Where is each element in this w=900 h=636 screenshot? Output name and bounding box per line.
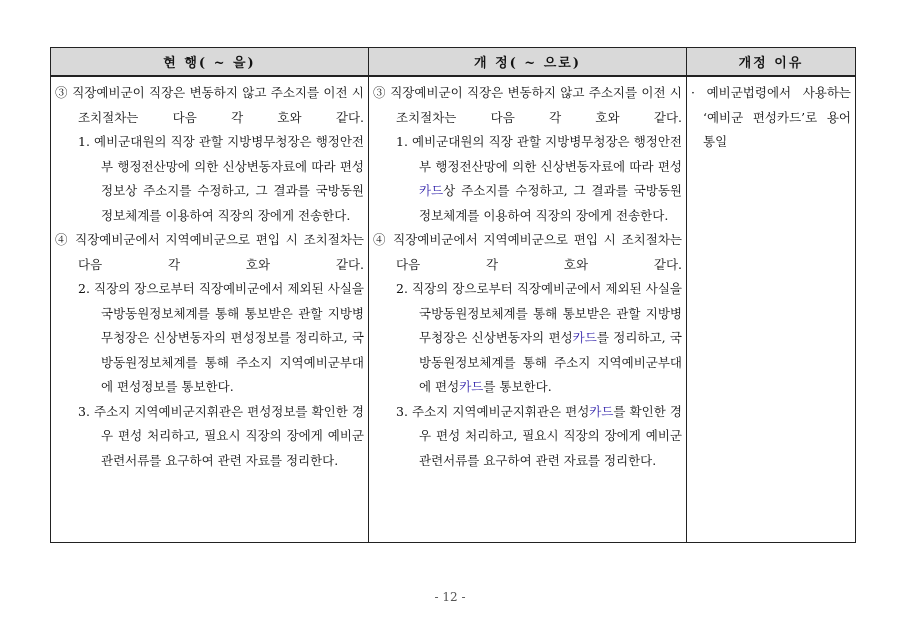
header-revised: 개 정( ~ 으로) [369, 48, 687, 77]
header-row [51, 48, 856, 77]
current-clause-4-item-2: 2. 직장의 장으로부터 직장예비군에서 제외된 사실을 국방동원정보체계를 통해 통보받은 관할 지방병무청장은 신상변동자의 편성정보를 정리하고, 국방동원정보체계를 통해 주소지 지역예비군부대에 편성정보를 통보한다. [78, 281, 364, 394]
reason-cell [687, 76, 856, 543]
text-segment: 상 주소지를 수정하고, 그 결과를 국방동원정보체계를 이용하여 직장의 장에게 전송한다. [419, 183, 682, 223]
page-number: - 12 - [434, 590, 466, 604]
highlighted-term: 카드 [589, 403, 614, 419]
text-segment: 3. 주소지 지역예비군지휘관은 편성 [396, 403, 590, 419]
revised-clause-3: ③ 직장예비군이 직장은 변동하지 않고 주소지를 이전 시 조치절차는 다음 각 호와 같다. [373, 85, 682, 125]
current-text-cell [51, 76, 369, 543]
text-segment: 1. 예비군대원의 직장 관할 지방병무청장은 행정안전부 행정전산망에 의한 신상변동자료에 따라 편성 [396, 134, 682, 174]
header-reason: 개정 이유 [687, 48, 856, 77]
current-clause-3-item-1: 1. 예비군대원의 직장 관할 지방병무청장은 행정안전부 행정전산망에 의한 신상변동자료에 따라 편성정보상 주소지를 수정하고, 그 결과를 국방동원정보체계를 이용하여 직장의 장에게 전송한다. [78, 134, 364, 223]
current-clause-4: ④ 직장예비군에서 지역예비군으로 편입 시 조치절차는 다음 각 호와 같다. [55, 232, 364, 272]
highlighted-term: 카드 [419, 183, 444, 198]
current-clause-3: ③ 직장예비군이 직장은 변동하지 않고 주소지를 이전 시 조치절차는 다음 각 호와 같다. [55, 85, 364, 125]
revised-clause-4: ④ 직장예비군에서 지역예비군으로 편입 시 조치절차는 다음 각 호와 같다. [373, 232, 682, 272]
highlighted-term: 카드 [572, 330, 597, 345]
revised-clause-3-item-1 [373, 130, 682, 228]
current-clause-4-item-3: 3. 주소지 지역예비군지휘관은 편성정보를 확인한 경우 편성 처리하고, 필요시 직장의 장에게 예비군 관련서류를 요구하여 관련 자료를 정리한다. [78, 403, 364, 468]
header-current: 현 행( ~ 을) [51, 48, 369, 77]
text-segment: 2. 직장의 장으로부터 직장예비군에서 제외된 사실을 국방동원정보체계를 통해 통보받은 관할 지방병무청장은 신상변동자의 편성 [396, 281, 682, 345]
reason-text: · 예비군법령에서 사용하는 ‘예비군 편성카드’로 용어 통일 [691, 85, 851, 149]
highlighted-term: 카드 [459, 379, 484, 394]
content-row [51, 76, 856, 543]
revised-clause-4-item-3 [373, 400, 682, 474]
comparison-table [50, 47, 856, 543]
revised-text-cell [369, 76, 687, 543]
revised-clause-4-item-2 [373, 277, 682, 400]
text-segment: 를 확인한 경우 편성 처리하고, 필요시 직장의 장에게 예비군 관련서류를 요구하여 관련 자료를 정리한다. [419, 403, 682, 468]
text-segment: 를 통보한다. [483, 379, 552, 394]
text-segment: 를 정리하고, 국방동원정보체계를 통해 주소지 지역예비군부대에 편성 [419, 330, 682, 394]
